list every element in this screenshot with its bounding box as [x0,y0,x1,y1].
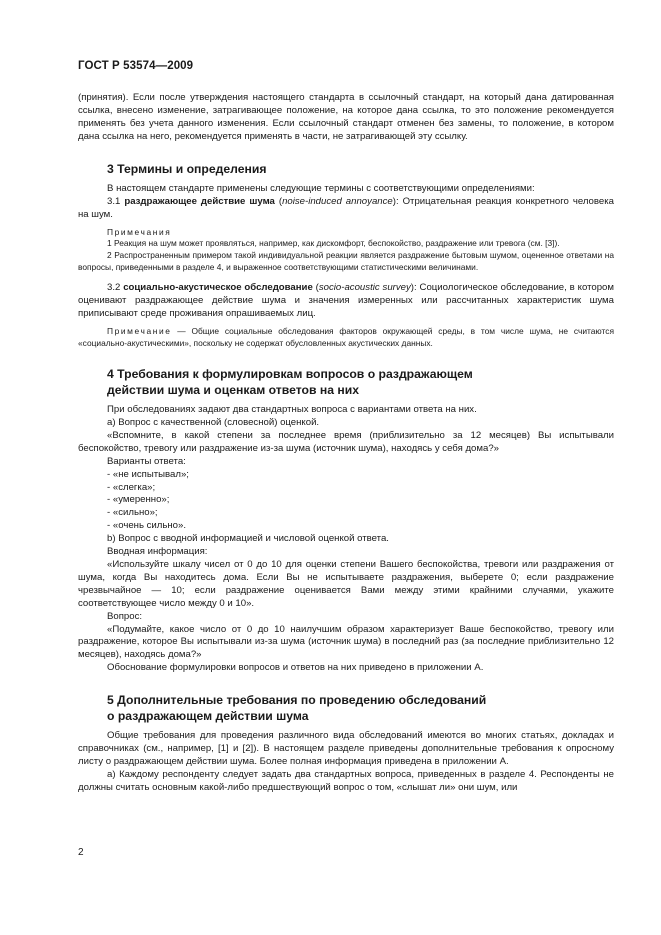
s4-question-b: b) Вопрос с вводной информацией и числовой оценкой ответа. [107,533,389,545]
term-3-2-english: socio-acoustic survey [318,282,411,294]
document-body [78,92,614,795]
notes-label: Примечания [107,226,172,237]
section-5-heading-line-1: 5 Дополнительные требования по проведению обследований [107,693,487,708]
answer-option: - «сильно»; [107,507,158,519]
page-number: 2 [78,847,84,858]
section-4-heading-line-1: 4 Требования к формулировкам вопросов о раздражающем [107,367,473,382]
term-3-2: 3.2 социально-акустическое обследование (socio-acoustic survey): Социологическое обследование, в котором оценивают раздражающее действие шума и значения измеренных или рассчитанных характеристик шума приписывают среде проживания опрашиваемых лиц. [78,282,614,320]
note-3: Примечание — Общие социальные обследования факторов окружающей среды, в том числе шума, не считаются «социально-акустическими», поскольку не содержат обусловленных акустических данных. [78,325,614,348]
note-3-label: Примечание [107,325,172,336]
answer-option: - «очень сильно». [107,520,187,532]
intro-paragraph: (принятия). Если после утверждения настоящего стандарта в ссылочный стандарт, на который дана датированная ссылка, внесено изменение, затрагивающее положение, на которое дана ссылка, то это положение рекомендуется применять без учета данного изменения. Если ссылочный стандарт отменен без замены, то положение, в котором дана ссылка на него, рекомендуется применять в части, не затрагивающей эту ссылку. [78,92,614,142]
s4-answers-label: Варианты ответа: [107,455,186,467]
s4-question-a: a) Вопрос с качественной (словесной) оценкой. [107,417,320,429]
note-1: 1 Реакция на шум может проявляться, например, как дискомфорт, беспокойство, раздражение или тревога (см. [3]). [107,238,560,249]
note-2: 2 Распространенным примером такой индивидуальной реакции является раздражение бытовым шумом, оцененное ответами на вопросы, приведенными в разделе 4, и выраженное соответствующими статистическими величинами. [78,250,614,272]
s5-p1: Общие требования для проведения различного вида обследований имеются во многих статьях, докладах и справочниках (см., например, [1] и [2]). В настоящем разделе приведены дополнительные требования к опросному листу о раздражающем действии шума. Более полная информация приведена в приложении А. [78,730,614,767]
term-3-1: 3.1 раздражающее действие шума (noise-induced annoyance): Отрицательная реакция конкретного человека на шум. [78,196,614,220]
document-header: ГОСТ Р 53574—2009 [78,60,194,72]
s4-question-b-text: «Подумайте, какое число от 0 до 10 наилучшим образом характеризует Ваше беспокойство, тревогу или раздражение, которое Вы испытывали из-за шума (источник шума) в последний раз (за последние приблизительно 12 месяцев), находясь дома?» [78,623,614,661]
answer-option: - «слегка»; [107,481,156,493]
section-5-heading [78,693,614,724]
section-4-heading-line-2: действии шума и оценкам ответов на них [107,382,359,397]
term-3-1-english: noise-induced annoyance [282,196,393,208]
section-3-heading: 3 Термины и определения [107,161,267,176]
section-4-heading [78,367,614,398]
answer-option: - «умеренно»; [107,494,170,506]
s4-intro-label: Вводная информация: [107,546,208,558]
s4-p1: При обследованиях задают два стандартных вопроса с вариантами ответа на них. [107,404,477,416]
section-5-heading-line-2: о раздражающем действии шума [107,708,309,723]
s4-intro-text: «Используйте шкалу чисел от 0 до 10 для оценки степени Вашего беспокойства, тревоги или раздражения от шума, когда Вы находитесь дома. Если Вы не испытываете раздражения, выберете 0; если раздражение чрезвычайное — 10; если раздражение оценивается Вами между этими крайними случаями, укажите соответствующее число между 0 и 10». [78,559,614,609]
s3-lead: В настоящем стандарте применены следующие термины с соответствующими определениями: [107,183,535,195]
term-3-2-name: социально-акустическое обследование [123,282,313,294]
term-3-1-name: раздражающее действие шума [124,196,275,208]
s5-p2: a) Каждому респонденту следует задать два стандартных вопроса, приведенных в разделе 4. Респонденты не должны считать основным какой-либо предшествующий вопрос о том, «слышат ли» они шум, или [78,768,614,793]
s4-question-label: Вопрос: [107,610,143,622]
s4-rationale: Обоснование формулировки вопросов и ответов на них приведено в приложении А. [107,662,484,674]
s4-question-a-text: «Вспомните, в какой степени за последнее время (приблизительно за 12 месяцев) Вы испытывали беспокойство, тревогу или раздражение из-за шума (источник шума), находясь у себя дома?» [78,429,614,454]
answer-option: - «не испытывал»; [107,468,189,480]
